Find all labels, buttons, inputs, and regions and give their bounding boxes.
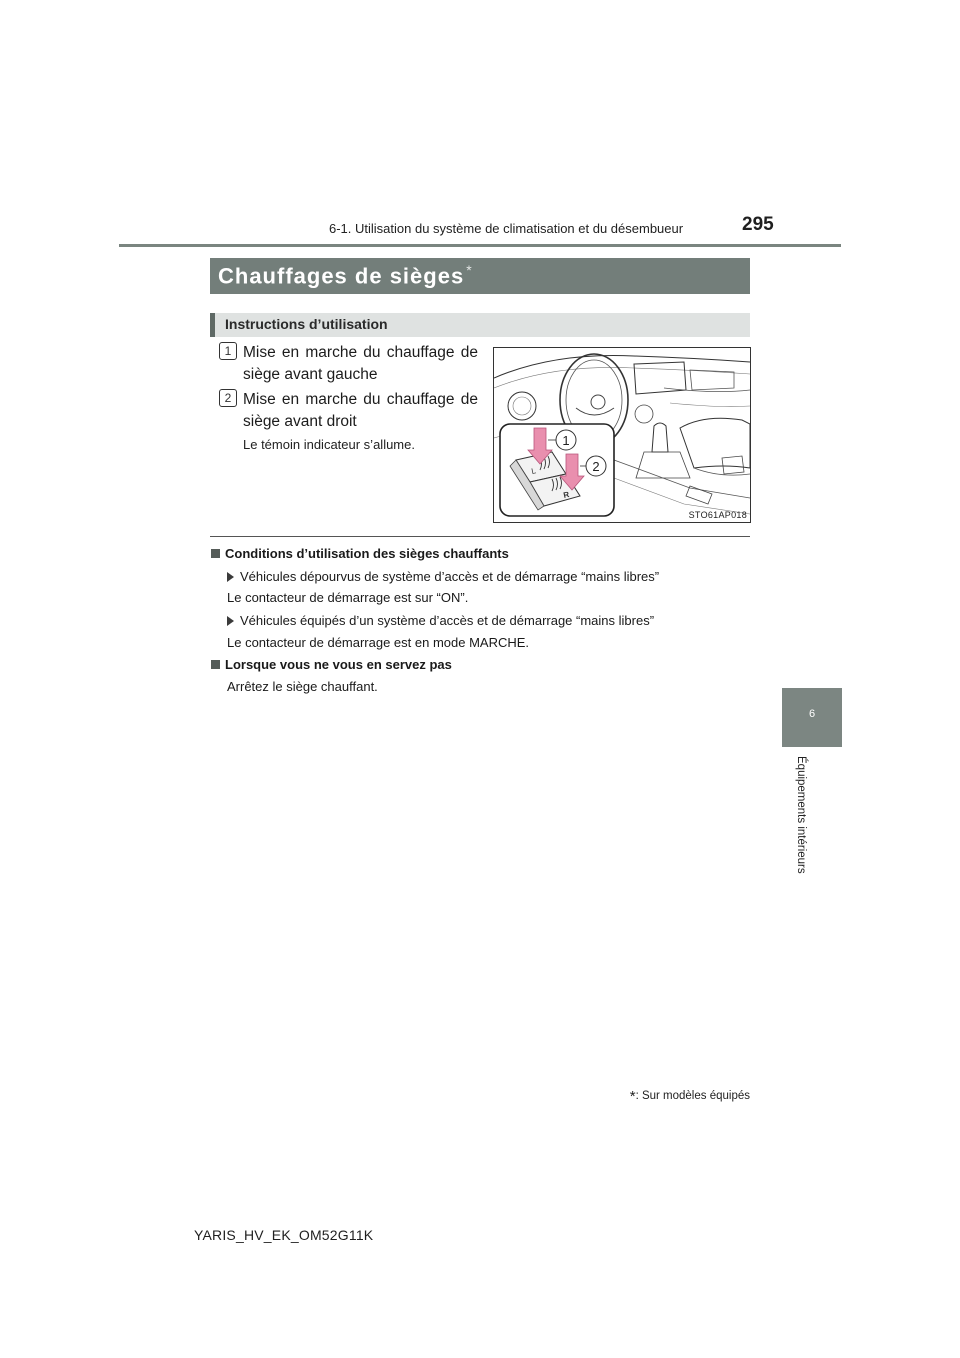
not-in-use-heading bbox=[211, 657, 452, 672]
illustration-code: STO61AP018 bbox=[688, 510, 747, 520]
chapter-number: 6 bbox=[808, 708, 816, 720]
switch-letter-right: R bbox=[562, 489, 571, 500]
callout-1: 1 bbox=[562, 433, 570, 448]
condition-bullet-1 bbox=[227, 569, 659, 584]
footnote bbox=[560, 1088, 750, 1105]
section-title-band bbox=[210, 258, 750, 294]
step-text-2: Mise en marche du chauffage de siège avant droit bbox=[243, 391, 478, 430]
subsection-title: Instructions d’utilisation bbox=[225, 316, 388, 332]
not-in-use-text: Arrêtez le siège chauffant. bbox=[227, 679, 378, 694]
section-title-text: Chauffages de sièges bbox=[218, 263, 465, 289]
footnote-text: : Sur modèles équipés bbox=[635, 1090, 750, 1102]
triangle-bullet-icon bbox=[227, 572, 234, 582]
conditions-heading-text: Conditions d’utilisation des sièges chauffants bbox=[225, 546, 509, 561]
triangle-bullet-icon bbox=[227, 616, 234, 626]
content-rule bbox=[210, 536, 750, 537]
condition-text-1: Le contacteur de démarrage est sur “ON”. bbox=[227, 590, 469, 605]
condition-bullet-2 bbox=[227, 613, 654, 628]
page-number: 295 bbox=[742, 214, 774, 235]
step-text-1: Mise en marche du chauffage de siège avant gauche bbox=[243, 344, 478, 383]
chapter-tab bbox=[782, 688, 842, 747]
footnote-star-icon: * bbox=[629, 1088, 636, 1105]
condition-bullet-1-text: Véhicules dépourvus de système d’accès et de démarrage “mains libres” bbox=[240, 569, 660, 584]
dashboard-drawing bbox=[494, 348, 750, 522]
section-title bbox=[218, 262, 473, 289]
condition-bullet-2-text: Véhicules équipés d’un système d’accès et de démarrage “mains libres” bbox=[240, 613, 655, 628]
switch-letter-left: L bbox=[530, 466, 537, 476]
step-note: Le témoin indicateur s’allume. bbox=[243, 437, 415, 452]
callout-2: 2 bbox=[592, 459, 600, 474]
conditions-heading bbox=[211, 546, 509, 561]
manual-code: YARIS_HV_EK_OM52G11K bbox=[194, 1227, 374, 1243]
square-bullet-icon bbox=[211, 549, 220, 558]
subsection-band bbox=[210, 313, 750, 337]
seat-heater-illustration bbox=[493, 347, 751, 523]
chapter-label: Équipements intérieurs bbox=[795, 756, 807, 874]
condition-text-2: Le contacteur de démarrage est en mode MARCHE. bbox=[227, 635, 530, 650]
square-bullet-icon bbox=[211, 660, 220, 669]
subsection-marker bbox=[210, 313, 215, 337]
footnote-star-icon: * bbox=[466, 262, 473, 278]
header-rule bbox=[119, 244, 841, 247]
not-in-use-heading-text: Lorsque vous ne vous en servez pas bbox=[225, 657, 452, 672]
step-number-2: 2 bbox=[219, 389, 237, 407]
running-header-section: 6-1. Utilisation du système de climatisation et du désembueur bbox=[329, 221, 684, 236]
step-number-1: 1 bbox=[219, 342, 237, 360]
